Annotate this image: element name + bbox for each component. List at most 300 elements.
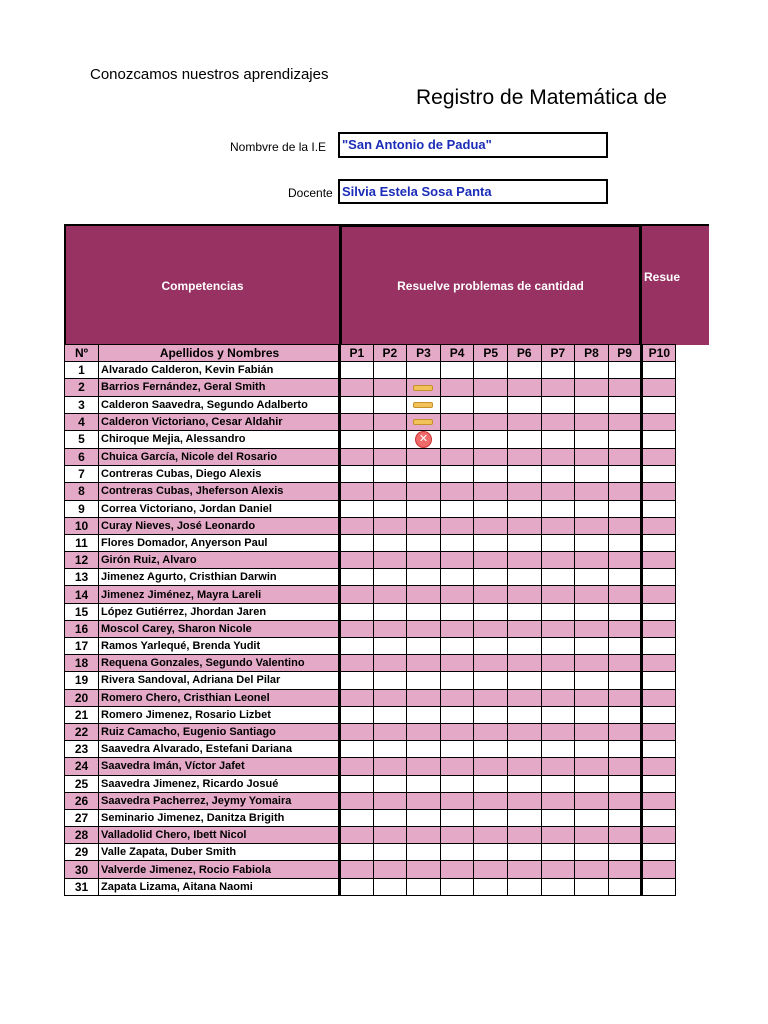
score-cell[interactable] (507, 758, 541, 775)
score-cell[interactable] (541, 792, 575, 809)
score-cell[interactable] (474, 552, 508, 569)
score-cell[interactable] (507, 861, 541, 878)
score-cell[interactable] (575, 655, 609, 672)
score-cell[interactable] (507, 517, 541, 534)
score-cell[interactable] (474, 741, 508, 758)
score-cell[interactable] (608, 362, 642, 379)
score-cell[interactable] (507, 379, 541, 396)
score-cell[interactable] (407, 362, 441, 379)
score-cell[interactable] (608, 500, 642, 517)
score-cell[interactable] (608, 689, 642, 706)
score-cell[interactable] (474, 413, 508, 430)
score-cell[interactable] (373, 775, 407, 792)
score-cell[interactable] (373, 655, 407, 672)
score-cell[interactable] (340, 672, 374, 689)
score-cell[interactable] (608, 878, 642, 895)
score-cell[interactable] (340, 827, 374, 844)
score-cell[interactable] (373, 861, 407, 878)
score-cell[interactable] (373, 758, 407, 775)
score-cell[interactable] (541, 758, 575, 775)
score-cell[interactable] (507, 655, 541, 672)
score-cell[interactable] (642, 483, 676, 500)
score-cell[interactable] (575, 500, 609, 517)
score-cell[interactable] (642, 413, 676, 430)
score-cell[interactable] (407, 603, 441, 620)
score-cell[interactable] (340, 362, 374, 379)
score-cell[interactable] (541, 638, 575, 655)
score-cell[interactable] (642, 586, 676, 603)
score-cell[interactable] (575, 620, 609, 637)
score-cell[interactable] (373, 706, 407, 723)
score-cell[interactable] (440, 586, 474, 603)
score-cell[interactable] (474, 569, 508, 586)
score-cell[interactable] (474, 483, 508, 500)
score-cell[interactable] (575, 552, 609, 569)
score-cell[interactable] (440, 758, 474, 775)
score-cell[interactable] (541, 413, 575, 430)
score-cell[interactable] (507, 552, 541, 569)
score-cell[interactable] (507, 706, 541, 723)
score-cell[interactable] (340, 430, 374, 448)
score-cell[interactable] (373, 396, 407, 413)
score-cell[interactable] (407, 430, 441, 448)
score-cell[interactable] (507, 689, 541, 706)
score-cell[interactable] (608, 672, 642, 689)
score-cell[interactable] (474, 500, 508, 517)
score-cell[interactable] (373, 603, 407, 620)
score-cell[interactable] (373, 430, 407, 448)
score-cell[interactable] (541, 723, 575, 740)
score-cell[interactable] (407, 448, 441, 465)
score-cell[interactable] (642, 878, 676, 895)
score-cell[interactable] (507, 569, 541, 586)
score-cell[interactable] (474, 430, 508, 448)
score-cell[interactable] (407, 706, 441, 723)
score-cell[interactable] (474, 517, 508, 534)
score-cell[interactable] (340, 466, 374, 483)
score-cell[interactable] (474, 844, 508, 861)
score-cell[interactable] (373, 827, 407, 844)
score-cell[interactable] (373, 723, 407, 740)
score-cell[interactable] (340, 483, 374, 500)
score-cell[interactable] (340, 517, 374, 534)
score-cell[interactable] (575, 362, 609, 379)
score-cell[interactable] (575, 430, 609, 448)
score-cell[interactable] (608, 844, 642, 861)
score-cell[interactable] (608, 809, 642, 826)
score-cell[interactable] (541, 430, 575, 448)
score-cell[interactable] (507, 466, 541, 483)
score-cell[interactable] (642, 792, 676, 809)
score-cell[interactable] (340, 586, 374, 603)
score-cell[interactable] (440, 603, 474, 620)
score-cell[interactable] (575, 827, 609, 844)
score-cell[interactable] (575, 758, 609, 775)
score-cell[interactable] (340, 792, 374, 809)
score-cell[interactable] (541, 500, 575, 517)
score-cell[interactable] (340, 603, 374, 620)
score-cell[interactable] (507, 603, 541, 620)
score-cell[interactable] (575, 569, 609, 586)
score-cell[interactable] (507, 844, 541, 861)
score-cell[interactable] (507, 672, 541, 689)
score-cell[interactable] (474, 448, 508, 465)
score-cell[interactable] (373, 844, 407, 861)
score-cell[interactable] (440, 861, 474, 878)
score-cell[interactable] (440, 827, 474, 844)
score-cell[interactable] (642, 552, 676, 569)
score-cell[interactable] (575, 844, 609, 861)
score-cell[interactable] (575, 775, 609, 792)
score-cell[interactable] (407, 413, 441, 430)
score-cell[interactable] (575, 603, 609, 620)
score-cell[interactable] (507, 413, 541, 430)
score-cell[interactable] (642, 466, 676, 483)
score-cell[interactable] (507, 792, 541, 809)
score-cell[interactable] (541, 655, 575, 672)
score-cell[interactable] (642, 362, 676, 379)
score-cell[interactable] (541, 672, 575, 689)
score-cell[interactable] (541, 379, 575, 396)
score-cell[interactable] (608, 638, 642, 655)
score-cell[interactable] (541, 878, 575, 895)
score-cell[interactable] (642, 448, 676, 465)
score-cell[interactable] (608, 483, 642, 500)
score-cell[interactable] (340, 741, 374, 758)
score-cell[interactable] (575, 792, 609, 809)
score-cell[interactable] (373, 500, 407, 517)
score-cell[interactable] (642, 569, 676, 586)
score-cell[interactable] (474, 792, 508, 809)
score-cell[interactable] (608, 620, 642, 637)
score-cell[interactable] (440, 706, 474, 723)
score-cell[interactable] (507, 362, 541, 379)
score-cell[interactable] (407, 861, 441, 878)
score-cell[interactable] (642, 844, 676, 861)
score-cell[interactable] (575, 809, 609, 826)
school-field[interactable]: "San Antonio de Padua" (338, 132, 608, 158)
score-cell[interactable] (340, 689, 374, 706)
score-cell[interactable] (474, 620, 508, 637)
score-cell[interactable] (474, 758, 508, 775)
score-cell[interactable] (440, 723, 474, 740)
score-cell[interactable] (407, 466, 441, 483)
score-cell[interactable] (541, 552, 575, 569)
score-cell[interactable] (474, 723, 508, 740)
score-cell[interactable] (474, 775, 508, 792)
score-cell[interactable] (541, 844, 575, 861)
score-cell[interactable] (373, 689, 407, 706)
score-cell[interactable] (407, 827, 441, 844)
score-cell[interactable] (541, 396, 575, 413)
score-cell[interactable] (608, 396, 642, 413)
score-cell[interactable] (507, 827, 541, 844)
score-cell[interactable] (642, 723, 676, 740)
score-cell[interactable] (340, 655, 374, 672)
score-cell[interactable] (541, 706, 575, 723)
score-cell[interactable] (575, 448, 609, 465)
score-cell[interactable] (474, 362, 508, 379)
score-cell[interactable] (407, 569, 441, 586)
score-cell[interactable] (340, 706, 374, 723)
score-cell[interactable] (340, 878, 374, 895)
score-cell[interactable] (373, 413, 407, 430)
score-cell[interactable] (440, 809, 474, 826)
score-cell[interactable] (507, 448, 541, 465)
score-cell[interactable] (440, 844, 474, 861)
score-cell[interactable] (541, 620, 575, 637)
score-cell[interactable] (575, 689, 609, 706)
score-cell[interactable] (575, 534, 609, 551)
score-cell[interactable] (642, 775, 676, 792)
score-cell[interactable] (340, 569, 374, 586)
score-cell[interactable] (608, 569, 642, 586)
score-cell[interactable] (373, 448, 407, 465)
score-cell[interactable] (373, 792, 407, 809)
score-cell[interactable] (507, 775, 541, 792)
score-cell[interactable] (440, 483, 474, 500)
score-cell[interactable] (575, 706, 609, 723)
score-cell[interactable] (642, 706, 676, 723)
score-cell[interactable] (474, 655, 508, 672)
score-cell[interactable] (440, 362, 474, 379)
score-cell[interactable] (340, 534, 374, 551)
score-cell[interactable] (407, 638, 441, 655)
score-cell[interactable] (642, 638, 676, 655)
score-cell[interactable] (407, 672, 441, 689)
score-cell[interactable] (642, 861, 676, 878)
score-cell[interactable] (575, 741, 609, 758)
score-cell[interactable] (541, 466, 575, 483)
score-cell[interactable] (340, 413, 374, 430)
score-cell[interactable] (541, 689, 575, 706)
score-cell[interactable] (340, 723, 374, 740)
score-cell[interactable] (407, 379, 441, 396)
score-cell[interactable] (340, 379, 374, 396)
score-cell[interactable] (373, 809, 407, 826)
score-cell[interactable] (608, 775, 642, 792)
score-cell[interactable] (642, 396, 676, 413)
score-cell[interactable] (642, 672, 676, 689)
score-cell[interactable] (440, 878, 474, 895)
score-cell[interactable] (608, 430, 642, 448)
score-cell[interactable] (507, 620, 541, 637)
score-cell[interactable] (575, 638, 609, 655)
score-cell[interactable] (608, 827, 642, 844)
score-cell[interactable] (407, 517, 441, 534)
score-cell[interactable] (642, 603, 676, 620)
score-cell[interactable] (642, 827, 676, 844)
score-cell[interactable] (407, 723, 441, 740)
score-cell[interactable] (340, 552, 374, 569)
score-cell[interactable] (407, 758, 441, 775)
score-cell[interactable] (541, 809, 575, 826)
score-cell[interactable] (340, 775, 374, 792)
teacher-field[interactable]: Silvia Estela Sosa Panta (338, 179, 608, 204)
score-cell[interactable] (575, 483, 609, 500)
score-cell[interactable] (507, 483, 541, 500)
score-cell[interactable] (373, 483, 407, 500)
score-cell[interactable] (474, 379, 508, 396)
score-cell[interactable] (407, 500, 441, 517)
score-cell[interactable] (575, 396, 609, 413)
score-cell[interactable] (541, 586, 575, 603)
score-cell[interactable] (373, 534, 407, 551)
score-cell[interactable] (474, 861, 508, 878)
score-cell[interactable] (474, 878, 508, 895)
score-cell[interactable] (507, 878, 541, 895)
score-cell[interactable] (474, 534, 508, 551)
score-cell[interactable] (541, 603, 575, 620)
score-cell[interactable] (474, 827, 508, 844)
score-cell[interactable] (608, 655, 642, 672)
score-cell[interactable] (407, 586, 441, 603)
score-cell[interactable] (373, 362, 407, 379)
score-cell[interactable] (407, 878, 441, 895)
score-cell[interactable] (474, 672, 508, 689)
score-cell[interactable] (407, 844, 441, 861)
score-cell[interactable] (575, 379, 609, 396)
score-cell[interactable] (440, 534, 474, 551)
score-cell[interactable] (575, 466, 609, 483)
score-cell[interactable] (340, 620, 374, 637)
score-cell[interactable] (407, 534, 441, 551)
score-cell[interactable] (575, 878, 609, 895)
score-cell[interactable] (474, 706, 508, 723)
score-cell[interactable] (507, 534, 541, 551)
score-cell[interactable] (642, 430, 676, 448)
score-cell[interactable] (407, 792, 441, 809)
score-cell[interactable] (541, 448, 575, 465)
score-cell[interactable] (474, 689, 508, 706)
score-cell[interactable] (373, 552, 407, 569)
score-cell[interactable] (541, 775, 575, 792)
score-cell[interactable] (474, 809, 508, 826)
score-cell[interactable] (507, 809, 541, 826)
score-cell[interactable] (440, 413, 474, 430)
score-cell[interactable] (507, 500, 541, 517)
score-cell[interactable] (541, 741, 575, 758)
score-cell[interactable] (440, 689, 474, 706)
score-cell[interactable] (340, 844, 374, 861)
score-cell[interactable] (340, 809, 374, 826)
score-cell[interactable] (440, 552, 474, 569)
score-cell[interactable] (440, 500, 474, 517)
score-cell[interactable] (440, 655, 474, 672)
score-cell[interactable] (440, 430, 474, 448)
score-cell[interactable] (575, 723, 609, 740)
score-cell[interactable] (474, 586, 508, 603)
score-cell[interactable] (440, 517, 474, 534)
score-cell[interactable] (575, 413, 609, 430)
score-cell[interactable] (373, 517, 407, 534)
score-cell[interactable] (407, 396, 441, 413)
score-cell[interactable] (440, 775, 474, 792)
score-cell[interactable] (440, 672, 474, 689)
score-cell[interactable] (440, 466, 474, 483)
score-cell[interactable] (373, 569, 407, 586)
score-cell[interactable] (541, 534, 575, 551)
score-cell[interactable] (642, 741, 676, 758)
score-cell[interactable] (407, 483, 441, 500)
score-cell[interactable] (642, 689, 676, 706)
score-cell[interactable] (575, 586, 609, 603)
score-cell[interactable] (373, 741, 407, 758)
score-cell[interactable] (373, 466, 407, 483)
score-cell[interactable] (507, 430, 541, 448)
score-cell[interactable] (575, 861, 609, 878)
score-cell[interactable] (642, 758, 676, 775)
score-cell[interactable] (407, 741, 441, 758)
score-cell[interactable] (608, 792, 642, 809)
score-cell[interactable] (541, 517, 575, 534)
score-cell[interactable] (608, 413, 642, 430)
score-cell[interactable] (373, 672, 407, 689)
score-cell[interactable] (340, 861, 374, 878)
score-cell[interactable] (440, 569, 474, 586)
score-cell[interactable] (440, 741, 474, 758)
score-cell[interactable] (541, 827, 575, 844)
score-cell[interactable] (440, 448, 474, 465)
score-cell[interactable] (373, 379, 407, 396)
score-cell[interactable] (407, 655, 441, 672)
score-cell[interactable] (541, 483, 575, 500)
score-cell[interactable] (608, 448, 642, 465)
score-cell[interactable] (407, 552, 441, 569)
score-cell[interactable] (507, 396, 541, 413)
score-cell[interactable] (608, 517, 642, 534)
score-cell[interactable] (608, 379, 642, 396)
score-cell[interactable] (642, 534, 676, 551)
score-cell[interactable] (474, 638, 508, 655)
score-cell[interactable] (373, 878, 407, 895)
score-cell[interactable] (642, 620, 676, 637)
score-cell[interactable] (474, 466, 508, 483)
score-cell[interactable] (340, 396, 374, 413)
score-cell[interactable] (440, 379, 474, 396)
score-cell[interactable] (541, 362, 575, 379)
score-cell[interactable] (440, 792, 474, 809)
score-cell[interactable] (608, 466, 642, 483)
score-cell[interactable] (407, 775, 441, 792)
score-cell[interactable] (373, 620, 407, 637)
score-cell[interactable] (608, 706, 642, 723)
score-cell[interactable] (507, 741, 541, 758)
score-cell[interactable] (507, 586, 541, 603)
score-cell[interactable] (608, 758, 642, 775)
score-cell[interactable] (373, 638, 407, 655)
score-cell[interactable] (608, 552, 642, 569)
score-cell[interactable] (608, 534, 642, 551)
score-cell[interactable] (608, 586, 642, 603)
score-cell[interactable] (373, 586, 407, 603)
score-cell[interactable] (642, 809, 676, 826)
score-cell[interactable] (340, 758, 374, 775)
score-cell[interactable] (541, 569, 575, 586)
score-cell[interactable] (340, 500, 374, 517)
score-cell[interactable] (541, 861, 575, 878)
score-cell[interactable] (575, 672, 609, 689)
score-cell[interactable] (340, 448, 374, 465)
score-cell[interactable] (642, 500, 676, 517)
score-cell[interactable] (608, 723, 642, 740)
score-cell[interactable] (608, 603, 642, 620)
score-cell[interactable] (474, 396, 508, 413)
score-cell[interactable] (340, 638, 374, 655)
score-cell[interactable] (575, 517, 609, 534)
score-cell[interactable] (507, 723, 541, 740)
score-cell[interactable] (440, 638, 474, 655)
